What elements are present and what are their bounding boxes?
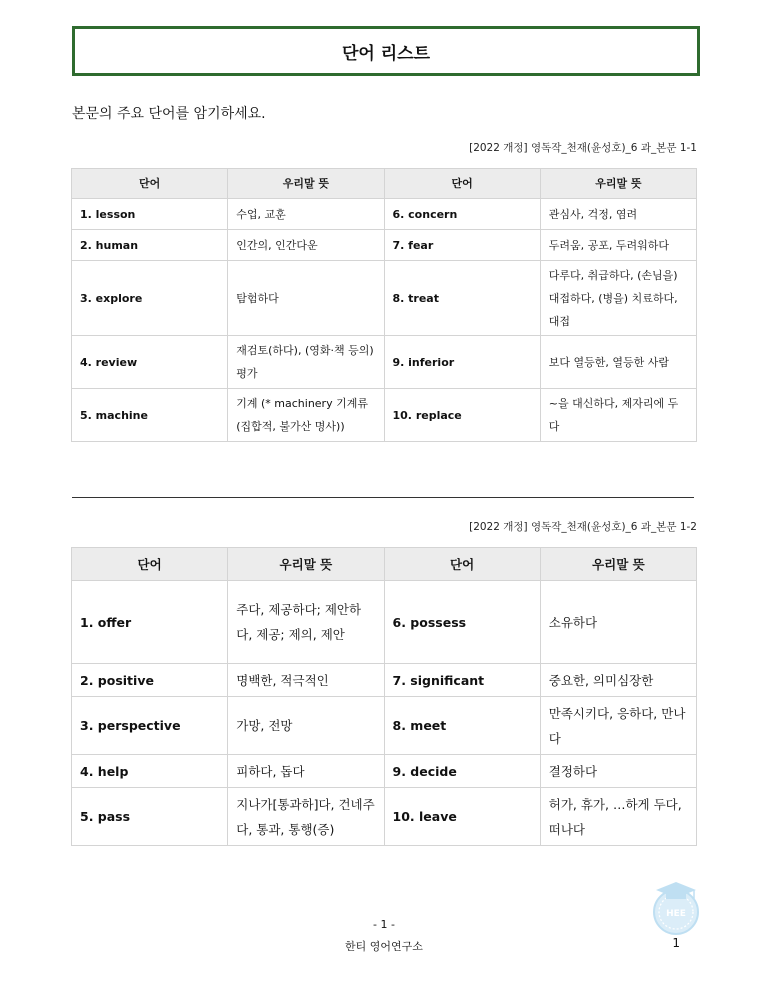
table-row (72, 336, 697, 389)
word-cell: 9. inferior (384, 336, 540, 389)
word-cell: 7. fear (384, 230, 540, 261)
meaning-cell: 명백한, 적극적인 (228, 664, 384, 697)
header-meaning: 우리말 뜻 (228, 548, 384, 581)
meaning-cell: 탐험하다 (228, 261, 384, 336)
word-cell: 4. review (72, 336, 228, 389)
meaning-cell: 보다 열등한, 열등한 사람 (540, 336, 696, 389)
svg-text:HEE: HEE (666, 909, 686, 919)
meaning-cell: 지나가[통과하]다, 건네주다, 통과, 통행(증) (228, 788, 384, 846)
table-row (72, 755, 697, 788)
header-meaning: 우리말 뜻 (540, 169, 696, 199)
header-meaning: 우리말 뜻 (228, 169, 384, 199)
meaning-cell: 두려움, 공포, 두려워하다 (540, 230, 696, 261)
section-divider (72, 497, 694, 498)
header-word: 단어 (384, 548, 540, 581)
instruction-text: 본문의 주요 단어를 암기하세요. (72, 106, 266, 122)
word-cell: 3. perspective (72, 697, 228, 755)
page-label: - 1 - (373, 918, 395, 931)
header-word: 단어 (384, 169, 540, 199)
footer-org: 한티 영어연구소 (345, 940, 423, 953)
table-header-row (72, 548, 697, 581)
meaning-cell: 결정하다 (540, 755, 696, 788)
page-number: 1 (672, 936, 680, 950)
page-title-text: 단어 리스트 (341, 43, 431, 64)
meaning-cell: 재검토(하다), (영화·책 등의) 평가 (228, 336, 384, 389)
word-cell: 4. help (72, 755, 228, 788)
word-cell: 10. replace (384, 389, 540, 442)
meaning-cell: 허가, 휴가, …하게 두다, 떠나다 (540, 788, 696, 846)
meaning-cell: 다루다, 취급하다, (손님을) 대접하다, (병을) 치료하다, 대접 (540, 261, 696, 336)
table-row (72, 664, 697, 697)
word-cell: 8. treat (384, 261, 540, 336)
word-cell: 3. explore (72, 261, 228, 336)
header-word: 단어 (72, 548, 228, 581)
table-row (72, 581, 697, 664)
meaning-cell: ~을 대신하다, 제자리에 두다 (540, 389, 696, 442)
word-cell: 5. machine (72, 389, 228, 442)
table-row (72, 697, 697, 755)
page-title (72, 26, 700, 76)
word-cell: 2. human (72, 230, 228, 261)
vocab-table-1 (71, 168, 697, 442)
meaning-cell: 기계 (* machinery 기계류 (집합적, 불가산 명사)) (228, 389, 384, 442)
word-cell: 7. significant (384, 664, 540, 697)
section2-source: [2022 개정] 영독작_천재(윤성호)_6 과_본문 1-2 (469, 521, 697, 533)
meaning-cell: 관심사, 걱정, 염려 (540, 199, 696, 230)
meaning-cell: 수업, 교훈 (228, 199, 384, 230)
meaning-cell: 소유하다 (540, 581, 696, 664)
table-header-row (72, 169, 697, 199)
meaning-cell: 만족시키다, 응하다, 만나다 (540, 697, 696, 755)
word-cell: 8. meet (384, 697, 540, 755)
meaning-cell: 인간의, 인간다운 (228, 230, 384, 261)
word-cell: 6. possess (384, 581, 540, 664)
section1-source: [2022 개정] 영독작_천재(윤성호)_6 과_본문 1-1 (469, 142, 697, 154)
table-row (72, 261, 697, 336)
meaning-cell: 가망, 전망 (228, 697, 384, 755)
word-cell: 6. concern (384, 199, 540, 230)
table-row (72, 389, 697, 442)
word-cell: 5. pass (72, 788, 228, 846)
meaning-cell: 주다, 제공하다; 제안하다, 제공; 제의, 제안 (228, 581, 384, 664)
word-cell: 2. positive (72, 664, 228, 697)
vocab-table-2 (71, 547, 697, 846)
header-word: 단어 (72, 169, 228, 199)
header-meaning: 우리말 뜻 (540, 548, 696, 581)
meaning-cell: 피하다, 돕다 (228, 755, 384, 788)
word-cell: 10. leave (384, 788, 540, 846)
table-row (72, 199, 697, 230)
meaning-cell: 중요한, 의미심장한 (540, 664, 696, 697)
hee-logo-icon (650, 878, 702, 938)
table-row (72, 788, 697, 846)
word-cell: 9. decide (384, 755, 540, 788)
table-row (72, 230, 697, 261)
word-cell: 1. lesson (72, 199, 228, 230)
word-cell: 1. offer (72, 581, 228, 664)
